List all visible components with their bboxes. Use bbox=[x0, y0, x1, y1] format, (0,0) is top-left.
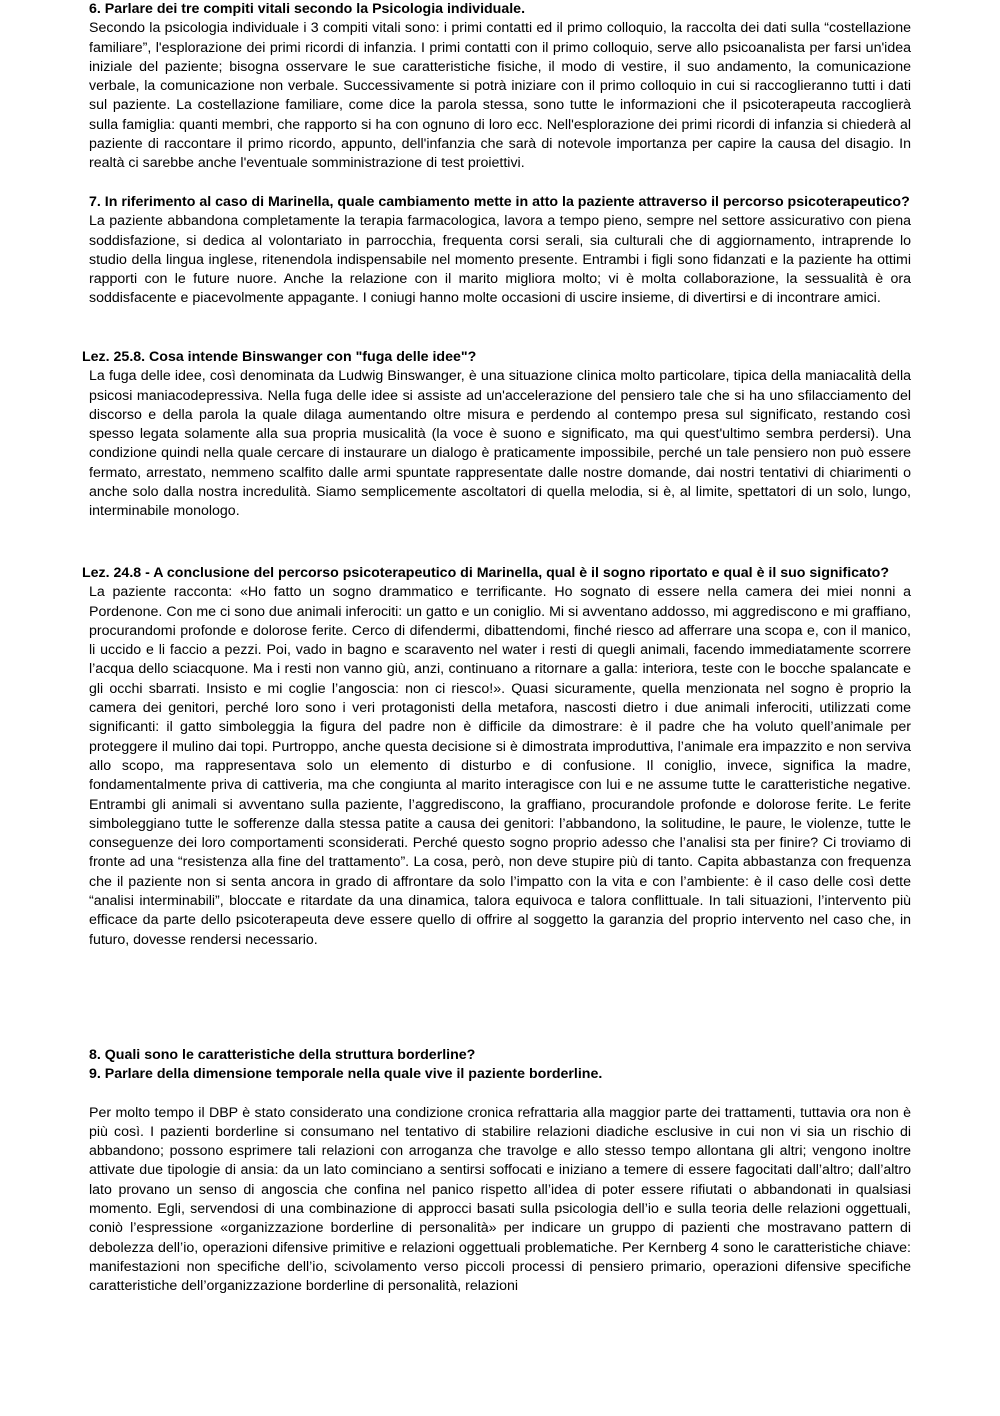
question-9-heading: 9. Parlare della dimensione temporale nella quale vive il paziente borderline. bbox=[89, 1066, 603, 1083]
answer-8-9: Per molto tempo il DBP è stato considerato una condizione cronica refrattaria alla maggior parte dei trattamenti, tuttavia ora non è più così. I pazienti borderline si consumano nel tentativo di stabilire relazioni diadiche esclusive in cui non vi sia un rischio di abbandono; possono esprimere tali relazioni con arroganza che travolge e allo stesso tempo allontana gli altri; vengono inoltre attivate due tipologie di ansia: da un lato cominciano a sentirsi soffocati e iniziano a temere di essere fagocitati dall’altro; dall’altro lato provano un senso di angoscia che confina nel panico rispetto all’idea di poter essere rifiutati o abbandonati in qualsiasi momento. Egli, servendosi di una combinazione di approcci basati sulla psicologia dell’io e sulla teoria delle relazioni oggettuali, coniò l’espressione «organizzazione borderline di personalità» per indicare un gruppo di pazienti che mostravano pattern di debolezza dell’io, operazioni difensive primitive e relazioni oggettuali problematiche. Per Kernberg 4 sono le caratteristiche chiave: manifestazioni non specifiche dell’io, scivolamento verso piccoli processi di pensiero primario, operazioni difensive specifiche caratteristiche dell’organizzazione borderline di personalità, relazioni bbox=[89, 1104, 911, 1295]
question-lez-24-8-heading: Lez. 24.8 - A conclusione del percorso psicoterapeutico di Marinella, qual è il sogno riportato e qual è il suo significato? bbox=[82, 565, 890, 581]
question-lez-25-8-heading: Lez. 25.8. Cosa intende Binswanger con "fuga delle idee"? bbox=[82, 349, 477, 365]
question-6 bbox=[89, 0, 911, 174]
question-7-heading: 7. In riferimento al caso di Marinella, quale cambiamento mette in atto la paziente attraverso il percorso psicoterapeutico? bbox=[89, 194, 910, 210]
answer-lez-24-8: La paziente racconta: «Ho fatto un sogno drammatico e terrificante. Ho sognato di essere nella camera dei miei nonni a Pordenone. Con me ci sono due animali inferociti: un gatto e un coniglio. Mi si avventano addosso, mi aggrediscono e mi graffiano, procurandomi profonde e dolorose ferite. Cerco di difendermi, dibattendomi, finché riesco ad afferrare una scopa e, con il manico, li uccido e li faccio a pezzi. Poi, vado in bagno e scaravento nel water i resti di quegli animali, facendo immediatamente scorrere l’acqua dello sciacquone. Ma i resti non vanno giù, anzi, continuano a ritornare a galla: interiora, teste con le bocche spalancate e gli occhi sbarrati. Insisto e mi coglie l’angoscia: non ci riesco!». Quasi sicuramente, quella menzionata nel sogno è proprio la camera dei genitori, perché loro sono i veri protagonisti della metafora, nascosti dietro i due animali inferociti, utilizzati come significanti: il gatto simboleggia la figura del padre non è difficile da dimostrare: è il padre che ha voluto quell’animale per proteggere il mulino dai topi. Purtroppo, anche questa decisione si è dimostrata improduttiva, l’animale era impazzito e non serviva allo scopo, ma rappresentava solo un elemento di disturbo e di confusione. Il coniglio, invece, significa la madre, fondamentalmente priva di cattiveria, ma che congiunta al marito interagisce con lui e ne assume tutte le caratteristiche negative. Entrambi gli animali si avventano sulla paziente, l’aggrediscono, la graffiano, procurandole profonde e dolorose ferite. Le ferite simboleggiano tutte le sofferenze dalla stessa patite a causa dei genitori: l’abbandono, la solitudine, le paure, le violenze, tutte le conseguenze dei loro comportamenti sconsiderati. Perché questo sogno proprio adesso che l’analisi sta per finire? Ci troviamo di fronte ad una “resistenza alla fine del trattamento”. La cosa, però, non deve stupire più di tanto. Capita abbastanza con frequenza che il paziente non si senta ancora in grado di affrontare da solo l’impatto con la vita e con l’ambiente: è il caso delle così dette “analisi interminabili”, bloccate e ritardate da una dinamica, talora equivoca e talora conflittuale. In tali situazioni, l’intervento più efficace da parte dello psicoterapeuta deve essere quello di offrire al soggetto la garanzia del proprio intervento nel caso che, in futuro, dovesse rendersi necessario. bbox=[89, 584, 911, 948]
question-8-9 bbox=[89, 1046, 911, 1297]
answer-7: La paziente abbandona completamente la terapia farmacologica, lavora a tempo pieno, sempre nel settore assicurativo con piena soddisfazione, si dedica al volontariato in parrocchia, frequenta corsi serali, sia culturali che di aggiornamento, intraprende lo studio della lingua inglese, ritenendola indispensabile nel momento presente. Entrambi i figli sono fidanzati e la paziente ha ottimi rapporti con le future nuore. Anche la relazione con il marito migliora molto; vi è molta collaborazione, la sessualità è ora soddisfacente e piacevolmente appagante. I coniugi hanno molte occasioni di uscire insieme, di divertirsi e di incontrare amici. bbox=[89, 213, 911, 307]
question-7 bbox=[89, 193, 911, 309]
answer-lez-25-8: La fuga delle idee, così denominata da Ludwig Binswanger, è una situazione clinica molto particolare, tipica della maniacalità della psicosi maniacodepressiva. Nella fuga delle idee si assiste ad un'accelerazione del pensiero tale che si ha uno sfilacciamento del discorso e della parola la quale dilaga aumentando oltre misura e perdendo al contempo presa sul significato, restando così spesso legata solamente alla sua propria musicalità (la voce è suono e significato, ma qui quest'ultimo sembra perdersi). Una condizione quindi nella quale cercare di instaurare un dialogo è praticamente impossibile, perché un tale pensiero non può essere fermato, arrestato, nemmeno scalfito dalle armi spuntate rappresentate dalle nostre domande, dai nostri tentativi di chiarimenti o anche solo dalla nostra incredulità. Siamo semplicemente ascoltatori di quella melodia, si è, al limite, spettatori di un solo, lungo, interminabile monologo. bbox=[89, 368, 911, 520]
question-lez-25-8 bbox=[82, 348, 911, 522]
question-6-heading: 6. Parlare dei tre compiti vitali secondo la Psicologia individuale. bbox=[89, 1, 526, 17]
answer-6: Secondo la psicologia individuale i 3 compiti vitali sono: i primi contatti ed il primo colloquio, la raccolta dei dati sulla “costellazione familiare”, l'esplorazione dei primi ricordi di infanzia. I primi contatti con il primo colloquio, serve allo psicoanalista per farsi un'idea iniziale del paziente; bisogna osservare le sue caratteristiche fisiche, il modo di vestire, il suo andamento, la comunicazione verbale, la comunicazione non verbale. Successivamente si potrà iniziare con il primo colloquio in cui si raccoglieranno tutti i dati sul paziente. La costellazione familiare, come dice la parola stessa, sono tutte le informazioni che il psicoterapeuta raccoglierà sulla famiglia: quanti membri, che rapporto si ha con ognuno di loro ecc. Nell'esplorazione dei primi ricordi di infanzia si chiederà al paziente di raccontare il primo ricordo, appunto, dell'infanzia che sarà di notevole importanza per capire la causa del disagio. In realtà ci sarebbe anche l'eventuale somministrazione di test proiettivi. bbox=[89, 20, 911, 172]
question-lez-24-8 bbox=[82, 564, 911, 950]
question-8-heading: 8. Quali sono le caratteristiche della struttura borderline? bbox=[89, 1047, 476, 1063]
